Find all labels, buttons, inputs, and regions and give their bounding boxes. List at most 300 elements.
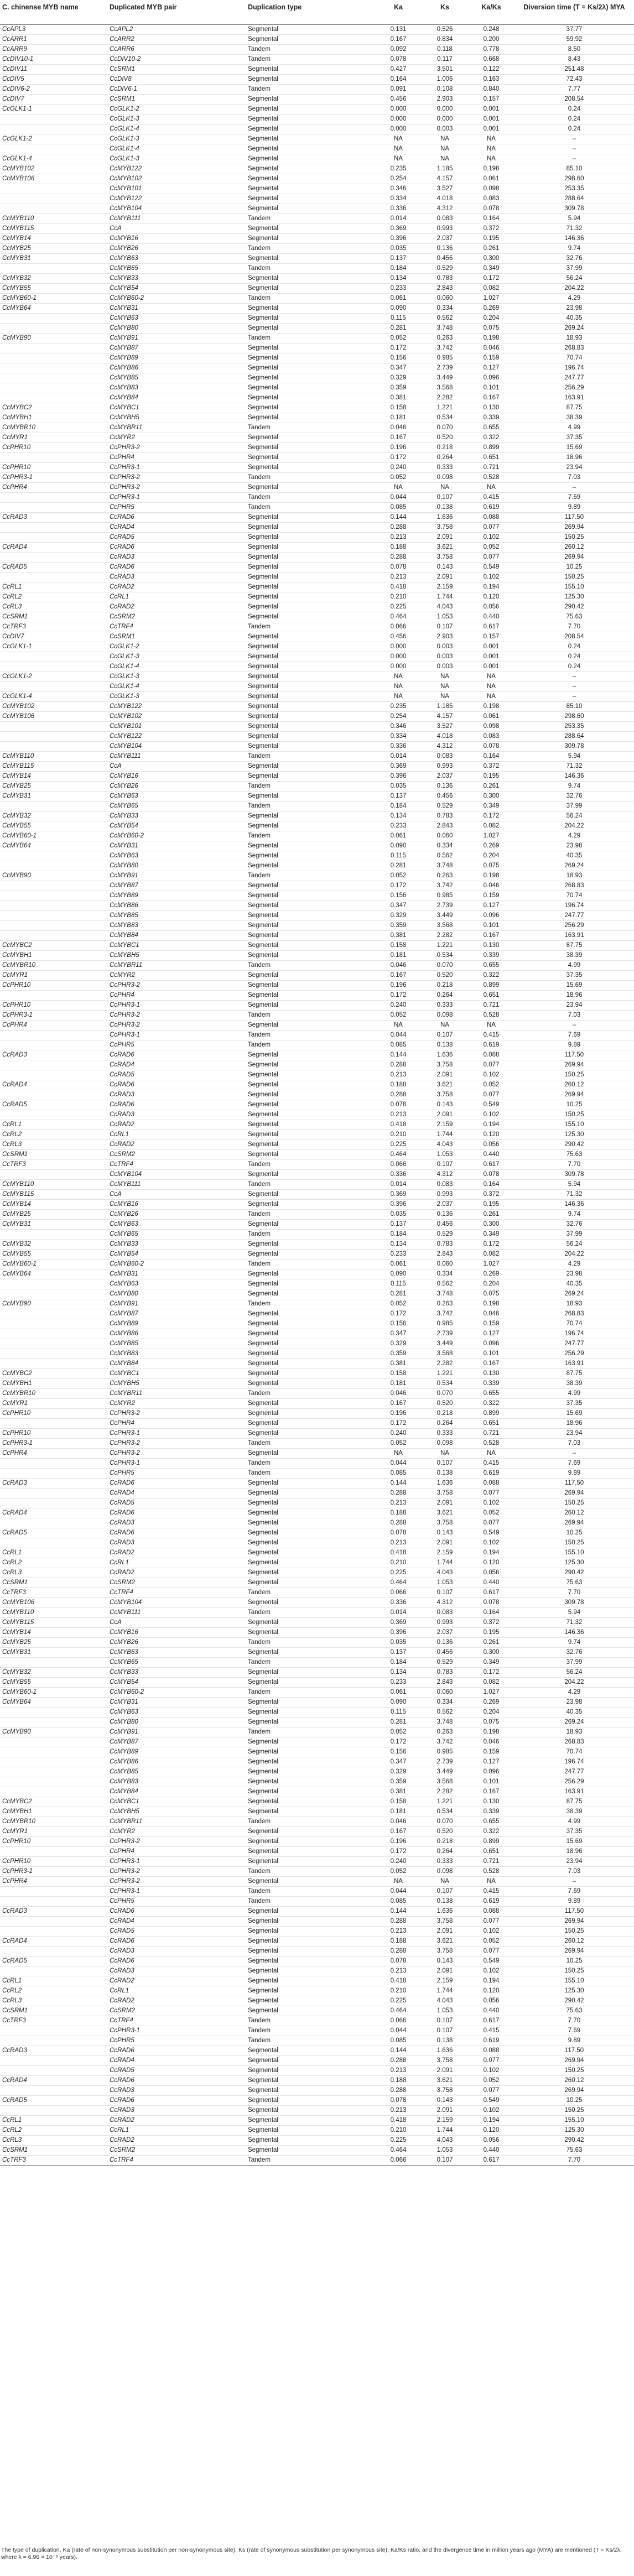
cell-myb-name bbox=[0, 373, 107, 383]
cell-ks: 0.264 bbox=[422, 991, 468, 1001]
cell-divergence-time: 23.94 bbox=[515, 463, 634, 473]
cell-duplication-type: Segmental bbox=[246, 224, 375, 234]
table-row bbox=[0, 244, 634, 254]
cell-duplication-type: Segmental bbox=[246, 413, 375, 423]
cell-myb-name bbox=[0, 1518, 107, 1528]
cell-myb-name: CcMYB106 bbox=[0, 712, 107, 722]
table-row bbox=[0, 423, 634, 433]
cell-ks: 2.903 bbox=[422, 632, 468, 642]
table-row bbox=[0, 115, 634, 124]
cell-duplication-type: Segmental bbox=[246, 75, 375, 85]
cell-ka: 0.359 bbox=[375, 1777, 422, 1787]
cell-kaks: 0.840 bbox=[468, 85, 515, 95]
cell-duplication-type: Segmental bbox=[246, 2096, 375, 2106]
cell-duplicated-pair: CcSRM1 bbox=[107, 632, 246, 642]
cell-myb-name bbox=[0, 1359, 107, 1369]
cell-ka: 0.233 bbox=[375, 1250, 422, 1260]
cell-duplication-type: Segmental bbox=[246, 403, 375, 413]
cell-divergence-time: 196.74 bbox=[515, 901, 634, 911]
cell-myb-name: CcMYB60-1 bbox=[0, 1260, 107, 1269]
cell-divergence-time: 23.98 bbox=[515, 1698, 634, 1708]
cell-duplication-type: Segmental bbox=[246, 1409, 375, 1419]
cell-myb-name bbox=[0, 911, 107, 921]
cell-duplication-type: Tandem bbox=[246, 1658, 375, 1668]
cell-myb-name bbox=[0, 493, 107, 503]
table-row bbox=[0, 264, 634, 274]
cell-duplicated-pair: CcRAD4 bbox=[107, 1489, 246, 1498]
cell-ks: 0.993 bbox=[422, 224, 468, 234]
table-row bbox=[0, 2066, 634, 2076]
cell-duplicated-pair: CcMYB85 bbox=[107, 1767, 246, 1777]
cell-divergence-time: 32.76 bbox=[515, 792, 634, 802]
cell-ka: 0.066 bbox=[375, 2016, 422, 2026]
cell-myb-name: CcSRM1 bbox=[0, 612, 107, 622]
cell-ka: 0.014 bbox=[375, 752, 422, 762]
cell-duplicated-pair: CcMYB104 bbox=[107, 1598, 246, 1608]
cell-myb-name: CcPHR4 bbox=[0, 1021, 107, 1031]
cell-duplication-type: Segmental bbox=[246, 2126, 375, 2136]
cell-ka: 0.196 bbox=[375, 1837, 422, 1847]
cell-myb-name: CcMYB32 bbox=[0, 811, 107, 821]
table-row bbox=[0, 533, 634, 543]
cell-ka: 0.046 bbox=[375, 423, 422, 433]
cell-ks: 0.985 bbox=[422, 1319, 468, 1329]
cell-duplication-type: Segmental bbox=[246, 1060, 375, 1070]
table-row bbox=[0, 373, 634, 383]
cell-duplicated-pair: CcRL1 bbox=[107, 1558, 246, 1568]
cell-kaks: 0.300 bbox=[468, 792, 515, 802]
cell-myb-name bbox=[0, 393, 107, 403]
cell-ks: 0.834 bbox=[422, 35, 468, 45]
cell-duplicated-pair: CcPHR3-2 bbox=[107, 1449, 246, 1459]
cell-kaks: 0.194 bbox=[468, 1120, 515, 1130]
cell-myb-name: CcMYB102 bbox=[0, 702, 107, 712]
cell-ks: 2.091 bbox=[422, 573, 468, 582]
cell-duplication-type: Tandem bbox=[246, 423, 375, 433]
cell-ks: 1.636 bbox=[422, 1479, 468, 1489]
cell-ks: 1.744 bbox=[422, 1558, 468, 1568]
cell-duplication-type: Segmental bbox=[246, 732, 375, 742]
cell-divergence-time: 37.99 bbox=[515, 1658, 634, 1668]
cell-divergence-time: 163.91 bbox=[515, 393, 634, 403]
cell-ka: 0.134 bbox=[375, 1668, 422, 1678]
cell-divergence-time: 10.25 bbox=[515, 563, 634, 573]
cell-kaks: 0.127 bbox=[468, 1757, 515, 1767]
cell-myb-name: CcSRM1 bbox=[0, 1578, 107, 1588]
cell-duplication-type: Segmental bbox=[246, 851, 375, 861]
cell-ks: 0.138 bbox=[422, 503, 468, 513]
table-row bbox=[0, 523, 634, 533]
cell-kaks: 0.721 bbox=[468, 1857, 515, 1867]
cell-ka: 0.000 bbox=[375, 642, 422, 652]
cell-duplicated-pair: CcPHR3-2 bbox=[107, 1409, 246, 1419]
cell-myb-name: CcMYB110 bbox=[0, 1608, 107, 1618]
cell-duplicated-pair: CcMYR2 bbox=[107, 433, 246, 443]
cell-kaks: 0.415 bbox=[468, 2026, 515, 2036]
cell-myb-name bbox=[0, 1847, 107, 1857]
cell-duplication-type: Tandem bbox=[246, 1608, 375, 1618]
cell-duplicated-pair: CcMYB104 bbox=[107, 204, 246, 214]
cell-duplicated-pair: CcMYB89 bbox=[107, 1319, 246, 1329]
cell-duplicated-pair: CcRAD3 bbox=[107, 1518, 246, 1528]
cell-duplicated-pair: CcMYB65 bbox=[107, 802, 246, 811]
cell-kaks: 0.056 bbox=[468, 2136, 515, 2146]
cell-duplication-type: Segmental bbox=[246, 1479, 375, 1489]
cell-myb-name: CcRAD4 bbox=[0, 1080, 107, 1090]
cell-kaks: 0.194 bbox=[468, 1548, 515, 1558]
cell-duplication-type: Segmental bbox=[246, 642, 375, 652]
cell-kaks: 0.415 bbox=[468, 1459, 515, 1469]
cell-ks: 3.568 bbox=[422, 1349, 468, 1359]
cell-ka: 0.346 bbox=[375, 184, 422, 194]
cell-divergence-time: 125.30 bbox=[515, 1986, 634, 1996]
cell-myb-name: CcMYR1 bbox=[0, 1399, 107, 1409]
cell-duplicated-pair: CcMYB26 bbox=[107, 1638, 246, 1648]
cell-divergence-time: 71.32 bbox=[515, 224, 634, 234]
cell-ka: 0.052 bbox=[375, 1867, 422, 1877]
cell-myb-name: CcRAD4 bbox=[0, 543, 107, 553]
cell-duplicated-pair: CcRAD2 bbox=[107, 582, 246, 592]
cell-kaks: 0.061 bbox=[468, 712, 515, 722]
cell-duplication-type: Segmental bbox=[246, 612, 375, 622]
table-row bbox=[0, 1628, 634, 1638]
cell-ka: 0.396 bbox=[375, 772, 422, 782]
table-row bbox=[0, 95, 634, 105]
cell-kaks: 0.098 bbox=[468, 184, 515, 194]
cell-ka: 0.131 bbox=[375, 25, 422, 35]
cell-ks: 3.621 bbox=[422, 1080, 468, 1090]
cell-ks: 4.312 bbox=[422, 204, 468, 214]
cell-duplicated-pair: CcMYB85 bbox=[107, 373, 246, 383]
table-row bbox=[0, 582, 634, 592]
table-row bbox=[0, 363, 634, 373]
table-row bbox=[0, 722, 634, 732]
cell-ks: 4.018 bbox=[422, 194, 468, 204]
table-row bbox=[0, 811, 634, 821]
cell-divergence-time: 9.74 bbox=[515, 782, 634, 792]
cell-divergence-time: 309.78 bbox=[515, 1598, 634, 1608]
cell-duplicated-pair: CcDIV10-2 bbox=[107, 55, 246, 65]
cell-kaks: 0.440 bbox=[468, 2006, 515, 2016]
cell-duplicated-pair: CcMYB87 bbox=[107, 1309, 246, 1319]
cell-ka: 0.210 bbox=[375, 2126, 422, 2136]
table-row bbox=[0, 473, 634, 483]
cell-kaks: 0.157 bbox=[468, 95, 515, 105]
cell-kaks: 0.372 bbox=[468, 1190, 515, 1200]
cell-duplication-type: Segmental bbox=[246, 921, 375, 931]
table-row bbox=[0, 592, 634, 602]
cell-duplicated-pair: CcPHR4 bbox=[107, 991, 246, 1001]
cell-ka: 0.158 bbox=[375, 941, 422, 951]
cell-ka: 0.014 bbox=[375, 1608, 422, 1618]
cell-duplication-type: Segmental bbox=[246, 144, 375, 154]
cell-kaks: 0.001 bbox=[468, 642, 515, 652]
cell-ks: 2.091 bbox=[422, 2106, 468, 2116]
cell-kaks: 0.167 bbox=[468, 1359, 515, 1369]
cell-divergence-time: 4.29 bbox=[515, 294, 634, 304]
cell-ks: 4.043 bbox=[422, 1996, 468, 2006]
cell-divergence-time: 4.99 bbox=[515, 961, 634, 971]
cell-kaks: 0.102 bbox=[468, 1498, 515, 1508]
table-row bbox=[0, 821, 634, 831]
cell-myb-name: CcMYB25 bbox=[0, 782, 107, 792]
cell-duplication-type: Segmental bbox=[246, 1309, 375, 1319]
cell-duplication-type: Segmental bbox=[246, 523, 375, 533]
cell-ka: 0.172 bbox=[375, 881, 422, 891]
cell-divergence-time: – bbox=[515, 1021, 634, 1031]
cell-myb-name: CcRL1 bbox=[0, 2116, 107, 2126]
cell-divergence-time: 251.48 bbox=[515, 65, 634, 75]
cell-duplication-type: Tandem bbox=[246, 334, 375, 344]
cell-kaks: 0.096 bbox=[468, 373, 515, 383]
cell-divergence-time: 290.42 bbox=[515, 2136, 634, 2146]
cell-ks: 0.118 bbox=[422, 45, 468, 55]
cell-kaks: 0.269 bbox=[468, 304, 515, 314]
cell-ks: 0.456 bbox=[422, 1648, 468, 1658]
cell-kaks: 0.528 bbox=[468, 1439, 515, 1449]
cell-divergence-time: 0.24 bbox=[515, 105, 634, 115]
table-row bbox=[0, 1269, 634, 1279]
cell-kaks: 0.619 bbox=[468, 2036, 515, 2046]
cell-duplicated-pair: CcPHR4 bbox=[107, 1419, 246, 1429]
cell-duplication-type: Segmental bbox=[246, 1090, 375, 1100]
cell-duplication-type: Segmental bbox=[246, 1558, 375, 1568]
cell-duplication-type: Segmental bbox=[246, 1110, 375, 1120]
cell-ka: 0.035 bbox=[375, 1210, 422, 1220]
cell-ka: 0.225 bbox=[375, 602, 422, 612]
cell-duplicated-pair: CcMYB63 bbox=[107, 1648, 246, 1658]
cell-duplicated-pair: CcMYBC1 bbox=[107, 941, 246, 951]
cell-duplication-type: Segmental bbox=[246, 1996, 375, 2006]
cell-myb-name bbox=[0, 2066, 107, 2076]
cell-ka: 0.288 bbox=[375, 1489, 422, 1498]
cell-divergence-time: 32.76 bbox=[515, 1220, 634, 1230]
cell-kaks: 0.261 bbox=[468, 244, 515, 254]
cell-duplication-type: Segmental bbox=[246, 1050, 375, 1060]
cell-ks: 3.621 bbox=[422, 1508, 468, 1518]
cell-ka: 0.188 bbox=[375, 1937, 422, 1947]
cell-kaks: 0.261 bbox=[468, 1638, 515, 1648]
cell-duplicated-pair: CcMYB31 bbox=[107, 841, 246, 851]
cell-duplicated-pair: CcMYB102 bbox=[107, 712, 246, 722]
cell-ka: 0.044 bbox=[375, 1031, 422, 1040]
cell-duplicated-pair: CcPHR3-1 bbox=[107, 1887, 246, 1897]
cell-divergence-time: 298.60 bbox=[515, 174, 634, 184]
cell-divergence-time: – bbox=[515, 672, 634, 682]
cell-ks: NA bbox=[422, 1877, 468, 1887]
cell-myb-name: CcMYBH1 bbox=[0, 951, 107, 961]
cell-duplicated-pair: CcRAD5 bbox=[107, 1070, 246, 1080]
cell-duplication-type: Segmental bbox=[246, 1718, 375, 1727]
cell-duplication-type: Segmental bbox=[246, 1220, 375, 1230]
cell-divergence-time: 269.24 bbox=[515, 324, 634, 334]
table-row bbox=[0, 672, 634, 682]
cell-ks: 0.107 bbox=[422, 493, 468, 503]
table-row bbox=[0, 1757, 634, 1767]
cell-duplicated-pair: CcMYB54 bbox=[107, 821, 246, 831]
cell-ks: 3.758 bbox=[422, 1489, 468, 1498]
cell-divergence-time: 0.24 bbox=[515, 662, 634, 672]
cell-divergence-time: 87.75 bbox=[515, 1797, 634, 1807]
table-row bbox=[0, 1070, 634, 1080]
table-row bbox=[0, 911, 634, 921]
cell-divergence-time: 8.43 bbox=[515, 55, 634, 65]
cell-ks: 2.282 bbox=[422, 1359, 468, 1369]
cell-ks: 2.159 bbox=[422, 2116, 468, 2126]
table-row bbox=[0, 1718, 634, 1727]
cell-duplicated-pair: CcRAD6 bbox=[107, 1508, 246, 1518]
cell-myb-name bbox=[0, 1040, 107, 1050]
cell-duplication-type: Segmental bbox=[246, 891, 375, 901]
table-row bbox=[0, 1867, 634, 1877]
cell-duplicated-pair: CcMYB84 bbox=[107, 1359, 246, 1369]
cell-ks: 0.529 bbox=[422, 1658, 468, 1668]
cell-ks: NA bbox=[422, 154, 468, 164]
cell-ka: 0.172 bbox=[375, 453, 422, 463]
cell-ks: 1.053 bbox=[422, 1578, 468, 1588]
cell-duplication-type: Tandem bbox=[246, 1459, 375, 1469]
cell-myb-name: CcRL1 bbox=[0, 1548, 107, 1558]
cell-duplication-type: Segmental bbox=[246, 1907, 375, 1917]
cell-myb-name bbox=[0, 1947, 107, 1956]
header-row bbox=[0, 0, 634, 25]
cell-duplicated-pair: CcMYB31 bbox=[107, 1269, 246, 1279]
table-row bbox=[0, 1648, 634, 1658]
cell-myb-name: CcDIV7 bbox=[0, 95, 107, 105]
cell-duplication-type: Tandem bbox=[246, 1180, 375, 1190]
table-row bbox=[0, 1897, 634, 1907]
cell-duplicated-pair: CcRAD6 bbox=[107, 1907, 246, 1917]
cell-myb-name bbox=[0, 1070, 107, 1080]
cell-myb-name bbox=[0, 204, 107, 214]
cell-kaks: 0.075 bbox=[468, 324, 515, 334]
cell-kaks: 0.157 bbox=[468, 632, 515, 642]
cell-duplicated-pair: CcRAD3 bbox=[107, 1538, 246, 1548]
cell-myb-name: CcDIV10-1 bbox=[0, 55, 107, 65]
cell-duplication-type: Tandem bbox=[246, 782, 375, 792]
cell-divergence-time: 7.69 bbox=[515, 493, 634, 503]
cell-duplicated-pair: CcMYB65 bbox=[107, 264, 246, 274]
table-row bbox=[0, 1877, 634, 1887]
cell-ks: 2.037 bbox=[422, 1200, 468, 1210]
cell-kaks: 0.655 bbox=[468, 423, 515, 433]
cell-duplication-type: Segmental bbox=[246, 742, 375, 752]
cell-ks: 0.136 bbox=[422, 782, 468, 792]
table-row bbox=[0, 1917, 634, 1927]
cell-kaks: 0.164 bbox=[468, 214, 515, 224]
cell-kaks: 0.172 bbox=[468, 274, 515, 284]
cell-duplicated-pair: CcMYR2 bbox=[107, 1827, 246, 1837]
cell-duplicated-pair: CcPHR3-2 bbox=[107, 483, 246, 493]
cell-ka: 0.156 bbox=[375, 1319, 422, 1329]
cell-ks: 3.758 bbox=[422, 2056, 468, 2066]
cell-ka: 0.158 bbox=[375, 1797, 422, 1807]
cell-myb-name: CcPHR10 bbox=[0, 1001, 107, 1011]
cell-duplicated-pair: CcMYB33 bbox=[107, 1240, 246, 1250]
cell-duplication-type: Tandem bbox=[246, 1260, 375, 1269]
cell-divergence-time: 7.03 bbox=[515, 1011, 634, 1021]
cell-ka: NA bbox=[375, 1021, 422, 1031]
cell-duplicated-pair: CcMYB60-2 bbox=[107, 1260, 246, 1269]
table-row bbox=[0, 433, 634, 443]
cell-duplication-type: Segmental bbox=[246, 1628, 375, 1638]
cell-kaks: 0.349 bbox=[468, 1658, 515, 1668]
cell-kaks: 0.200 bbox=[468, 35, 515, 45]
cell-ks: 3.449 bbox=[422, 373, 468, 383]
cell-duplication-type: Segmental bbox=[246, 1528, 375, 1538]
cell-duplicated-pair: CcPHR5 bbox=[107, 1040, 246, 1050]
cell-kaks: 0.655 bbox=[468, 1389, 515, 1399]
cell-ks: 4.043 bbox=[422, 1568, 468, 1578]
cell-ks: 3.748 bbox=[422, 324, 468, 334]
cell-myb-name: CcPHR3-1 bbox=[0, 1439, 107, 1449]
cell-ks: 2.739 bbox=[422, 1757, 468, 1767]
cell-ka: 0.464 bbox=[375, 1150, 422, 1160]
cell-duplicated-pair: CcGLK1-2 bbox=[107, 105, 246, 115]
cell-divergence-time: 9.74 bbox=[515, 1638, 634, 1648]
cell-ka: 0.137 bbox=[375, 254, 422, 264]
cell-ka: 0.359 bbox=[375, 921, 422, 931]
cell-myb-name: CcDIV7 bbox=[0, 632, 107, 642]
cell-ka: 0.085 bbox=[375, 503, 422, 513]
cell-ks: 0.060 bbox=[422, 1260, 468, 1269]
cell-duplication-type: Segmental bbox=[246, 164, 375, 174]
cell-kaks: 0.549 bbox=[468, 563, 515, 573]
cell-ka: 0.213 bbox=[375, 1070, 422, 1080]
cell-divergence-time: 247.77 bbox=[515, 911, 634, 921]
cell-duplication-type: Segmental bbox=[246, 1349, 375, 1359]
cell-kaks: 0.001 bbox=[468, 662, 515, 672]
cell-myb-name: CcTRF3 bbox=[0, 622, 107, 632]
cell-kaks: 0.172 bbox=[468, 1240, 515, 1250]
cell-divergence-time: 150.25 bbox=[515, 1538, 634, 1548]
table-row bbox=[0, 513, 634, 523]
cell-myb-name: CcGLK1-4 bbox=[0, 154, 107, 164]
cell-myb-name bbox=[0, 1927, 107, 1937]
cell-kaks: 0.122 bbox=[468, 65, 515, 75]
cell-duplication-type: Tandem bbox=[246, 1727, 375, 1737]
cell-duplicated-pair: CcMYBR11 bbox=[107, 1389, 246, 1399]
cell-myb-name: CcMYB14 bbox=[0, 772, 107, 782]
table-row bbox=[0, 652, 634, 662]
cell-ka: 0.281 bbox=[375, 1289, 422, 1299]
cell-myb-name bbox=[0, 1329, 107, 1339]
cell-ks: 0.136 bbox=[422, 1210, 468, 1220]
table-row bbox=[0, 25, 634, 35]
cell-myb-name: CcRL2 bbox=[0, 592, 107, 602]
table-row bbox=[0, 2156, 634, 2166]
cell-duplication-type: Segmental bbox=[246, 2066, 375, 2076]
cell-ks: 2.159 bbox=[422, 1548, 468, 1558]
cell-divergence-time: 269.94 bbox=[515, 1090, 634, 1100]
cell-divergence-time: 71.32 bbox=[515, 1618, 634, 1628]
cell-divergence-time: 56.24 bbox=[515, 811, 634, 821]
cell-ka: 0.396 bbox=[375, 234, 422, 244]
cell-duplicated-pair: CcPHR3-2 bbox=[107, 443, 246, 453]
cell-kaks: 0.120 bbox=[468, 2126, 515, 2136]
cell-ks: 3.527 bbox=[422, 722, 468, 732]
table-row bbox=[0, 642, 634, 652]
cell-duplication-type: Segmental bbox=[246, 65, 375, 75]
cell-duplication-type: Tandem bbox=[246, 1230, 375, 1240]
cell-divergence-time: 7.03 bbox=[515, 1867, 634, 1877]
cell-ka: 0.172 bbox=[375, 1737, 422, 1747]
table-row bbox=[0, 55, 634, 65]
cell-ka: 0.184 bbox=[375, 1658, 422, 1668]
cell-ka: 0.137 bbox=[375, 1648, 422, 1658]
cell-duplicated-pair: CcMYB33 bbox=[107, 1668, 246, 1678]
cell-divergence-time: – bbox=[515, 144, 634, 154]
